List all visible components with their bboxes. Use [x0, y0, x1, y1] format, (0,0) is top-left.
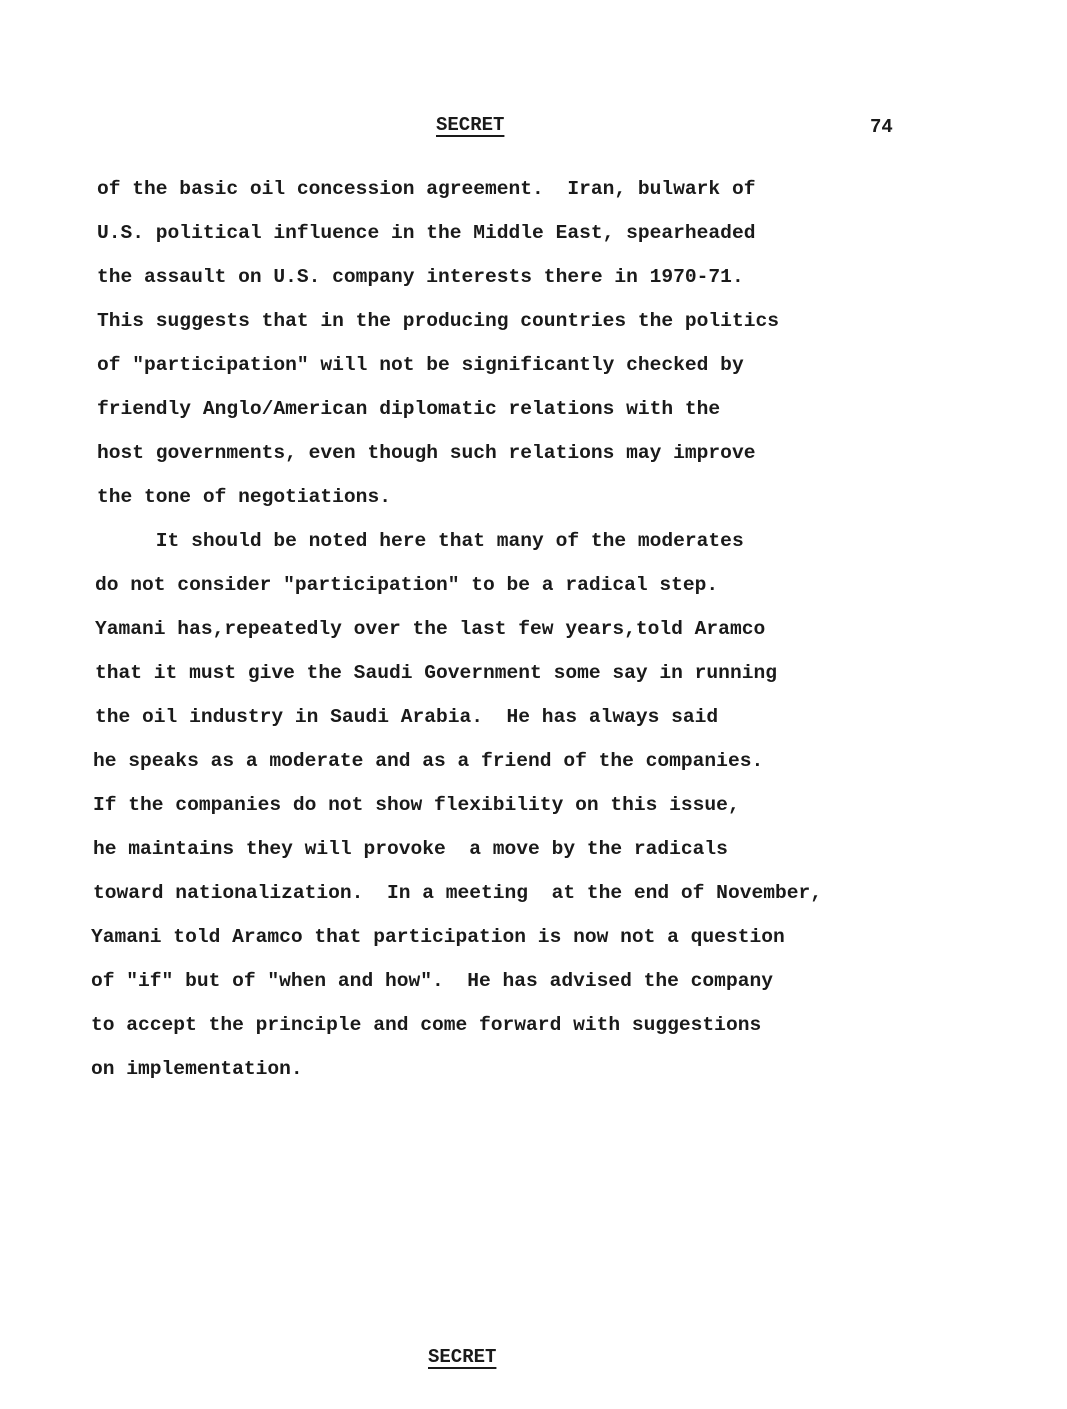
- footer-classification-marking: SECRET: [428, 1346, 497, 1368]
- text-line: that it must give the Saudi Government some say in running: [95, 662, 777, 684]
- text-line: Yamani told Aramco that participation is now not a question: [91, 926, 785, 948]
- text-line: host governments, even though such relations may improve: [97, 442, 756, 464]
- text-line: Yamani has,repeatedly over the last few years,told Aramco: [95, 618, 766, 640]
- text-line: of "if" but of "when and how". He has advised the company: [91, 970, 773, 992]
- header-classification-marking: SECRET: [436, 114, 505, 136]
- text-line: he maintains they will provoke a move by the radicals: [93, 838, 728, 860]
- text-line: the tone of negotiations.: [97, 486, 391, 508]
- text-line: If the companies do not show flexibility on this issue,: [93, 794, 740, 816]
- text-line: toward nationalization. In a meeting at the end of November,: [93, 882, 823, 904]
- text-line: do not consider "participation" to be a radical step.: [95, 574, 719, 596]
- text-line: friendly Anglo/American diplomatic relations with the: [97, 398, 721, 420]
- text-line: on implementation.: [91, 1058, 303, 1080]
- page-number: 74: [870, 116, 893, 138]
- text-line: of "participation" will not be significantly checked by: [97, 354, 744, 376]
- text-line: of the basic oil concession agreement. Iran, bulwark of: [97, 178, 756, 200]
- text-line: the oil industry in Saudi Arabia. He has always said: [95, 706, 719, 728]
- text-line: the assault on U.S. company interests there in 1970-71.: [97, 266, 744, 288]
- text-line: to accept the principle and come forward with suggestions: [91, 1014, 762, 1036]
- text-line: U.S. political influence in the Middle East, spearheaded: [97, 222, 756, 244]
- text-line: This suggests that in the producing countries the politics: [97, 310, 779, 332]
- text-line: It should be noted here that many of the moderates: [97, 530, 744, 552]
- text-line: he speaks as a moderate and as a friend of the companies.: [93, 750, 764, 772]
